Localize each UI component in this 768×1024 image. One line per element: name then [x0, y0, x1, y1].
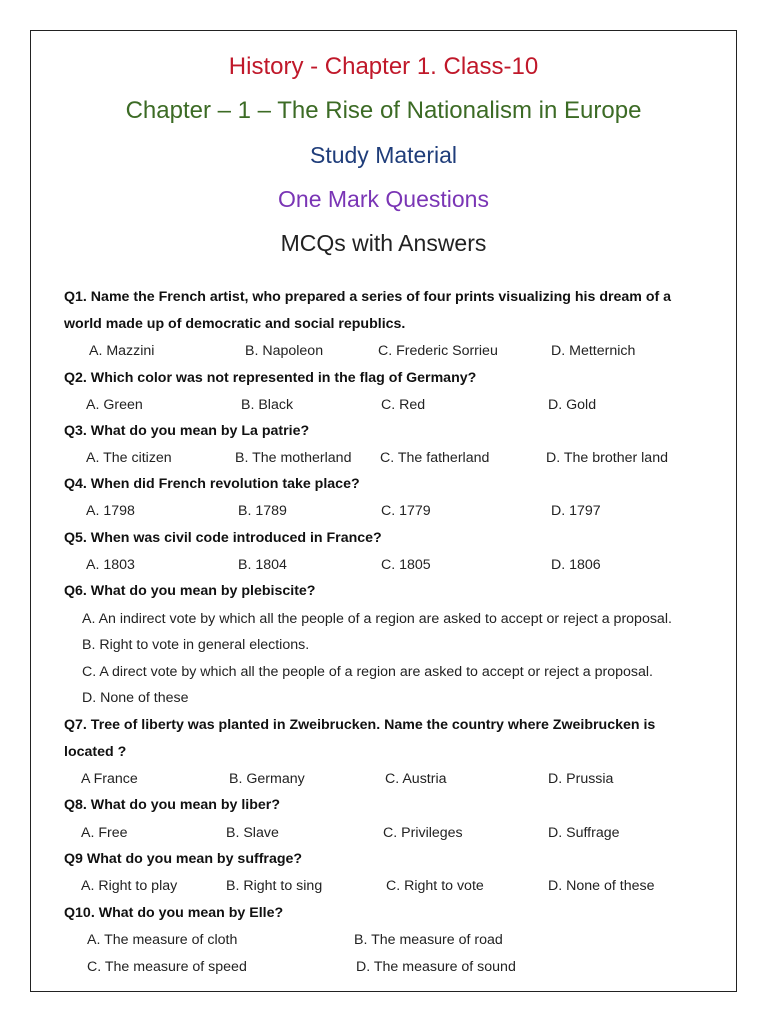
question-8: Q8. What do you mean by liber? — [64, 797, 280, 813]
question-4: Q4. When did French revolution take place? — [64, 476, 360, 492]
option-c: C. The fatherland — [380, 450, 490, 466]
option-d: D. 1806 — [551, 557, 601, 573]
option-d: D. Gold — [548, 397, 597, 413]
option-a: A. Free — [81, 825, 128, 841]
option-c: C. 1779 — [381, 503, 431, 519]
document-title: History - Chapter 1. Class-10 — [228, 53, 539, 80]
option-b: B. 1789 — [238, 503, 287, 519]
question-10: Q10. What do you mean by Elle? — [64, 905, 284, 921]
question-7-line-2: located ? — [64, 744, 127, 760]
option-d: D. The brother land — [546, 450, 668, 466]
option-a: A. The citizen — [86, 450, 172, 466]
option-c: C. Right to vote — [386, 878, 484, 894]
option-d: D. The measure of sound — [356, 959, 516, 975]
option-c: C. A direct vote by which all the people of a region are asked to accept or reject a proposal. — [82, 664, 653, 680]
option-c: C. Privileges — [383, 825, 463, 841]
option-b: B. Right to sing — [226, 878, 323, 894]
option-a: A. The measure of cloth — [87, 932, 238, 948]
option-d: D. Metternich — [551, 343, 636, 359]
option-c: C. Austria — [385, 771, 447, 787]
option-a: A. Mazzini — [89, 343, 155, 359]
option-b: B. The motherland — [235, 450, 352, 466]
option-d: D. None of these — [548, 878, 655, 894]
option-b: B. Right to vote in general elections. — [82, 637, 310, 653]
study-material-heading: Study Material — [309, 142, 457, 168]
option-a: A. 1803 — [86, 557, 135, 573]
one-mark-heading: One Mark Questions — [278, 186, 489, 212]
question-1-line-1: Q1. Name the French artist, who prepared a series of four prints visualizing his dream of a — [64, 289, 672, 305]
option-b: B. Napoleon — [245, 343, 324, 359]
question-7-line-1: Q7. Tree of liberty was planted in Zweibrucken. Name the country where Zweibrucken is — [64, 717, 656, 733]
option-a: A. Green — [86, 397, 143, 413]
option-c: C. 1805 — [381, 557, 431, 573]
option-b: B. Black — [241, 397, 294, 413]
option-a: A. Right to play — [81, 878, 178, 894]
question-9: Q9 What do you mean by suffrage? — [64, 851, 303, 867]
option-d: D. None of these — [82, 690, 189, 706]
question-6: Q6. What do you mean by plebiscite? — [64, 583, 316, 599]
option-d: D. Prussia — [548, 771, 614, 787]
chapter-title: Chapter – 1 – The Rise of Nationalism in Europe — [125, 97, 642, 124]
option-a: A. 1798 — [86, 503, 135, 519]
option-a: A. An indirect vote by which all the people of a region are asked to accept or reject a proposal. — [82, 611, 672, 627]
option-b: B. Germany — [229, 771, 305, 787]
option-a: A France — [81, 771, 138, 787]
option-c: C. Red — [381, 397, 426, 413]
option-c: C. The measure of speed — [87, 959, 247, 975]
option-c: C. Frederic Sorrieu — [378, 343, 498, 359]
option-b: B. The measure of road — [354, 932, 503, 948]
question-3: Q3. What do you mean by La patrie? — [64, 423, 310, 439]
question-5: Q5. When was civil code introduced in France? — [64, 530, 382, 546]
question-2: Q2. Which color was not represented in the flag of Germany? — [64, 370, 477, 386]
question-1-line-2: world made up of democratic and social republics. — [64, 316, 406, 332]
option-b: B. Slave — [226, 825, 279, 841]
option-d: D. 1797 — [551, 503, 601, 519]
option-b: B. 1804 — [238, 557, 287, 573]
option-d: D. Suffrage — [548, 825, 620, 841]
document-page — [30, 30, 737, 992]
mcq-heading: MCQs with Answers — [280, 230, 487, 256]
